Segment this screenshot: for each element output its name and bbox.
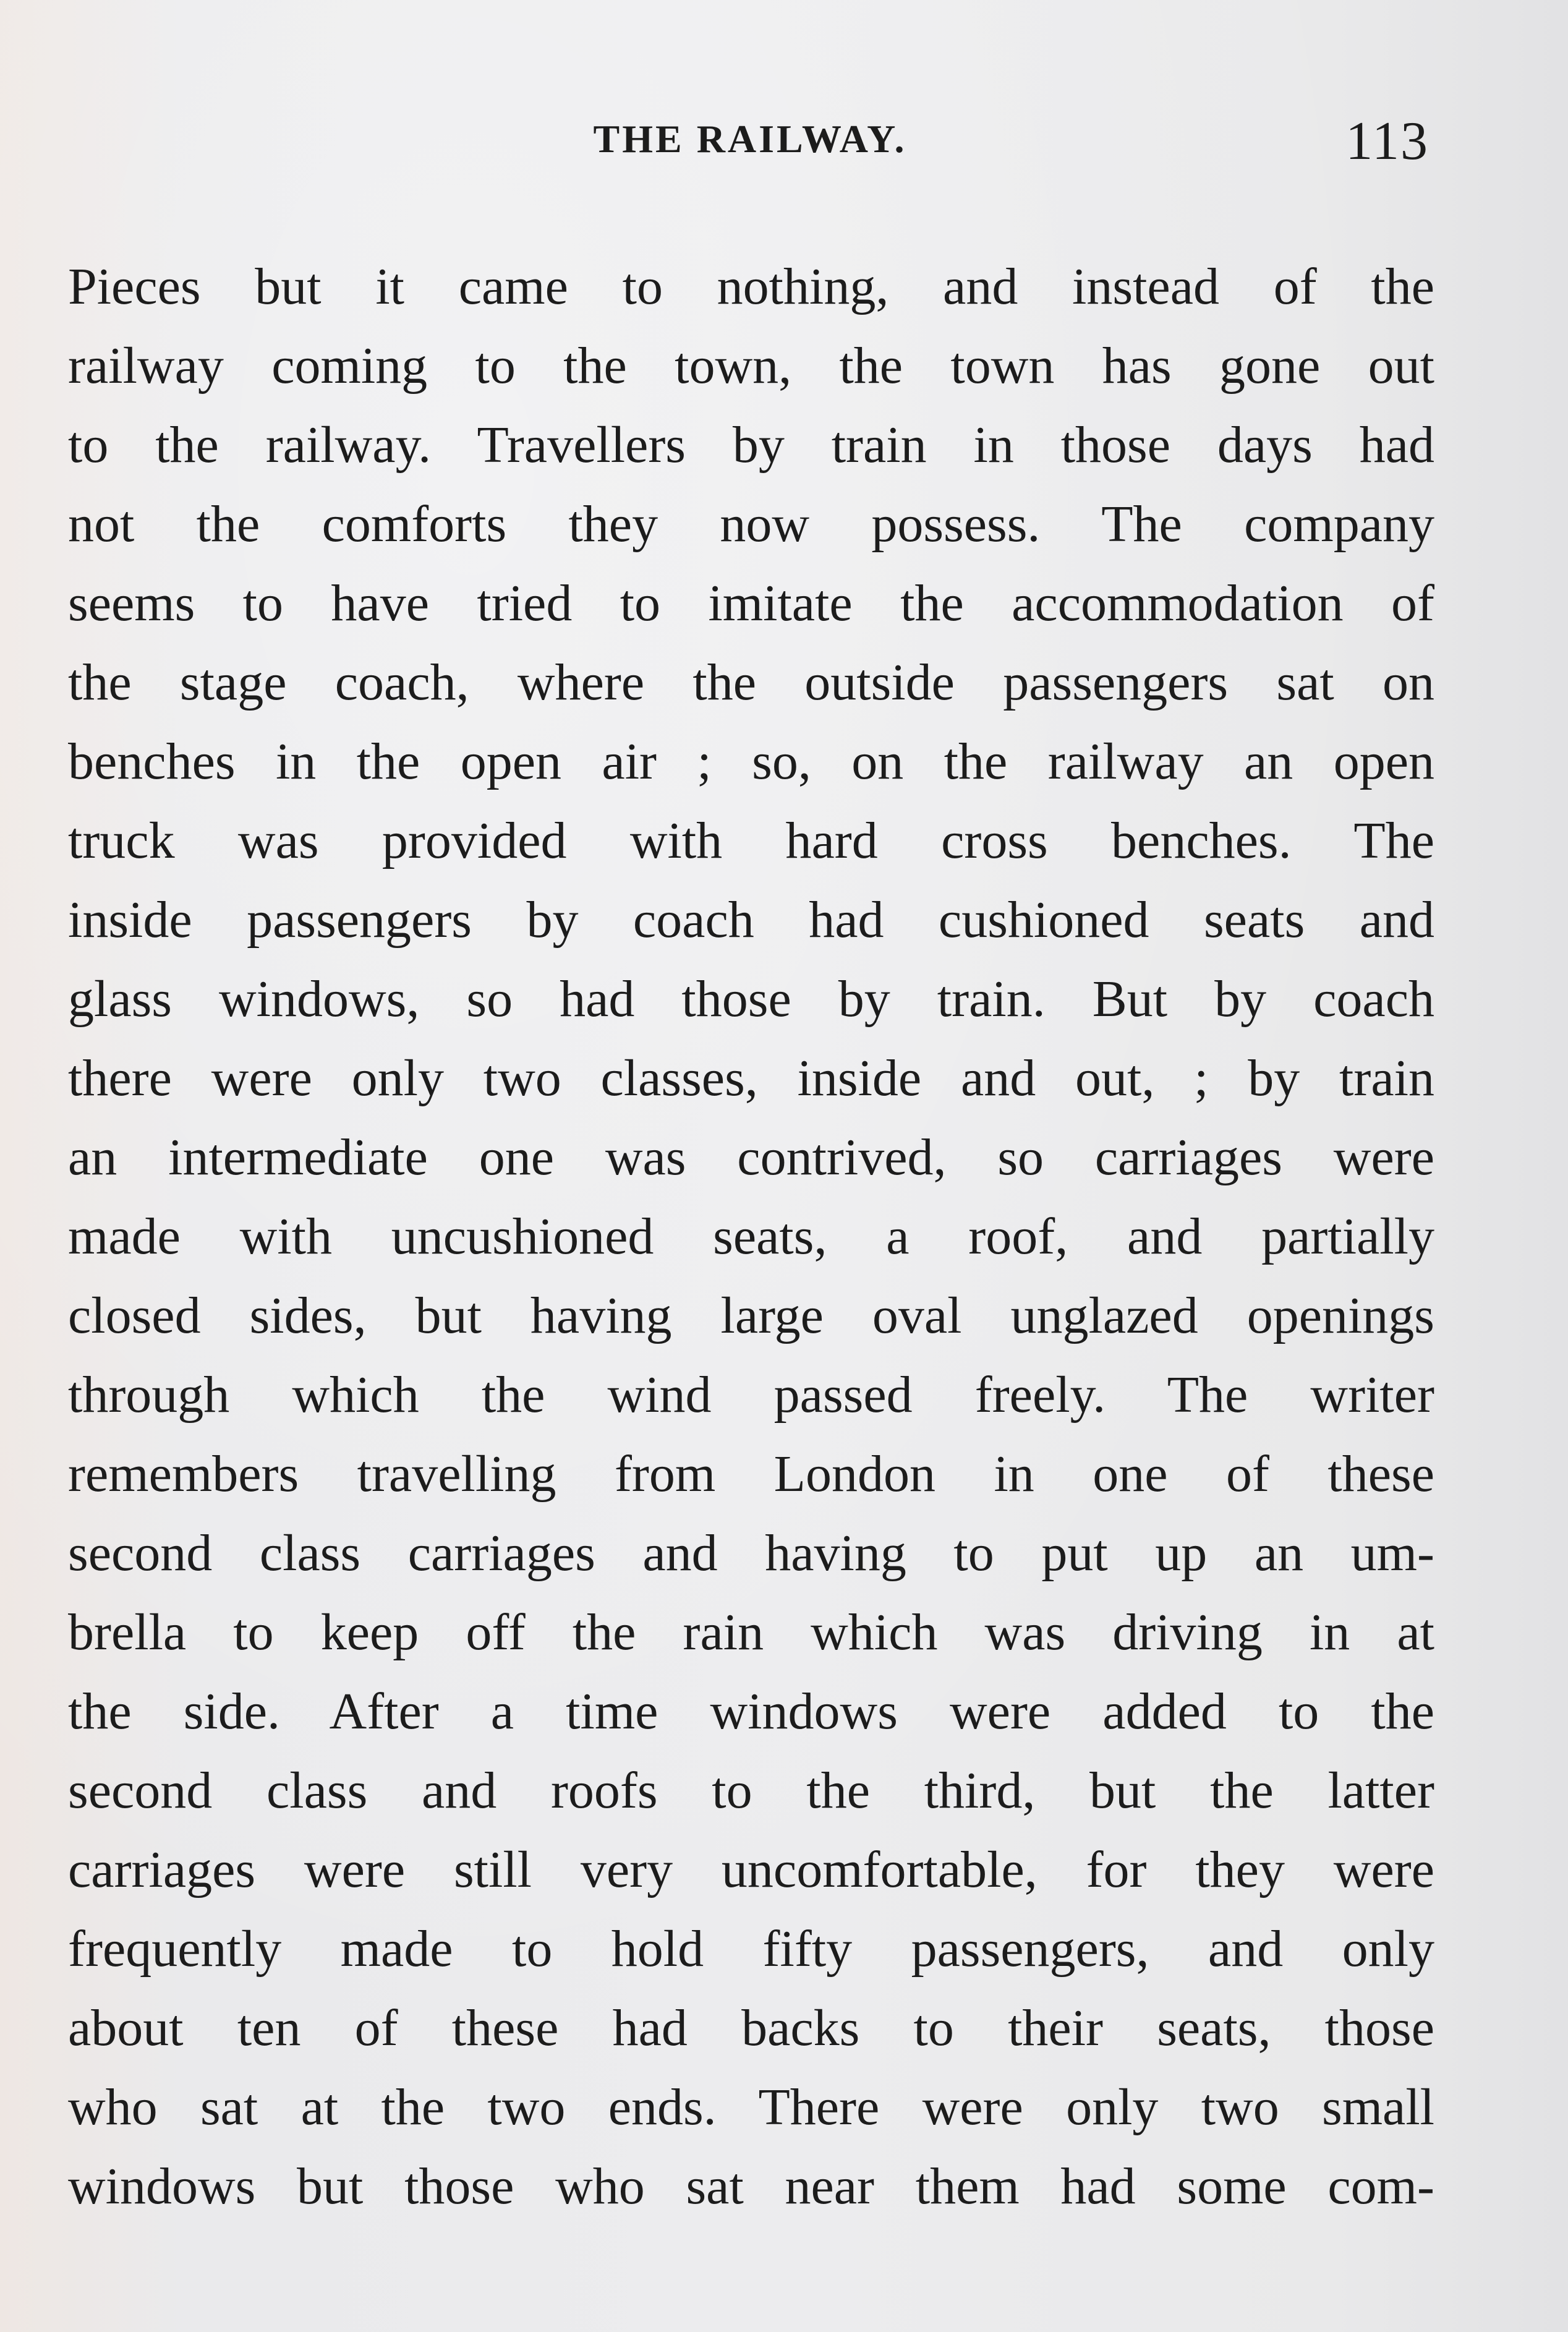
running-title: THE RAILWAY. <box>593 117 907 161</box>
text-line: seems to have tried to imitate the accommodation of <box>68 574 1434 632</box>
running-head <box>0 110 1568 184</box>
text-line: an intermediate one was contrived, so carriages were <box>68 1129 1434 1186</box>
text-line: truck was provided with hard cross benches. The <box>68 812 1434 869</box>
text-line: not the comforts they now possess. The company <box>68 495 1434 553</box>
text-line: windows but those who sat near them had some com- <box>68 2158 1434 2215</box>
text-line: the side. After a time windows were added to the <box>68 1683 1434 1740</box>
text-line: second class carriages and having to put up an um- <box>68 1524 1434 1582</box>
text-line: inside passengers by coach had cushioned seats and <box>68 891 1434 949</box>
text-line: through which the wind passed freely. The writer <box>68 1366 1434 1424</box>
text-line: made with uncushioned seats, a roof, and partially <box>68 1208 1434 1265</box>
page-number: 113 <box>1345 111 1429 171</box>
text-line: remembers travelling from London in one of these <box>68 1445 1434 1503</box>
text-line: there were only two classes, inside and out, ; by train <box>68 1049 1434 1107</box>
text-line: about ten of these had backs to their seats, those <box>68 1999 1434 2057</box>
text-line: benches in the open air ; so, on the railway an open <box>68 733 1434 790</box>
text-line: second class and roofs to the third, but the latter <box>68 1762 1434 1819</box>
text-line: to the railway. Travellers by train in those days had <box>68 416 1434 474</box>
text-line: frequently made to hold fifty passengers, and only <box>68 1920 1434 1978</box>
text-line: closed sides, but having large oval unglazed openings <box>68 1287 1434 1344</box>
text-line: Pieces but it came to nothing, and instead of the <box>68 258 1434 315</box>
text-line: brella to keep off the rain which was driving in at <box>68 1604 1434 1661</box>
text-line: who sat at the two ends. There were only two small <box>68 2078 1434 2136</box>
text-line: railway coming to the town, the town has gone out <box>68 337 1434 395</box>
body-text <box>68 247 1434 2226</box>
text-line: glass windows, so had those by train. But by coach <box>68 970 1434 1028</box>
text-line: carriages were still very uncomfortable, for they were <box>68 1841 1434 1898</box>
text-line: the stage coach, where the outside passengers sat on <box>68 654 1434 711</box>
